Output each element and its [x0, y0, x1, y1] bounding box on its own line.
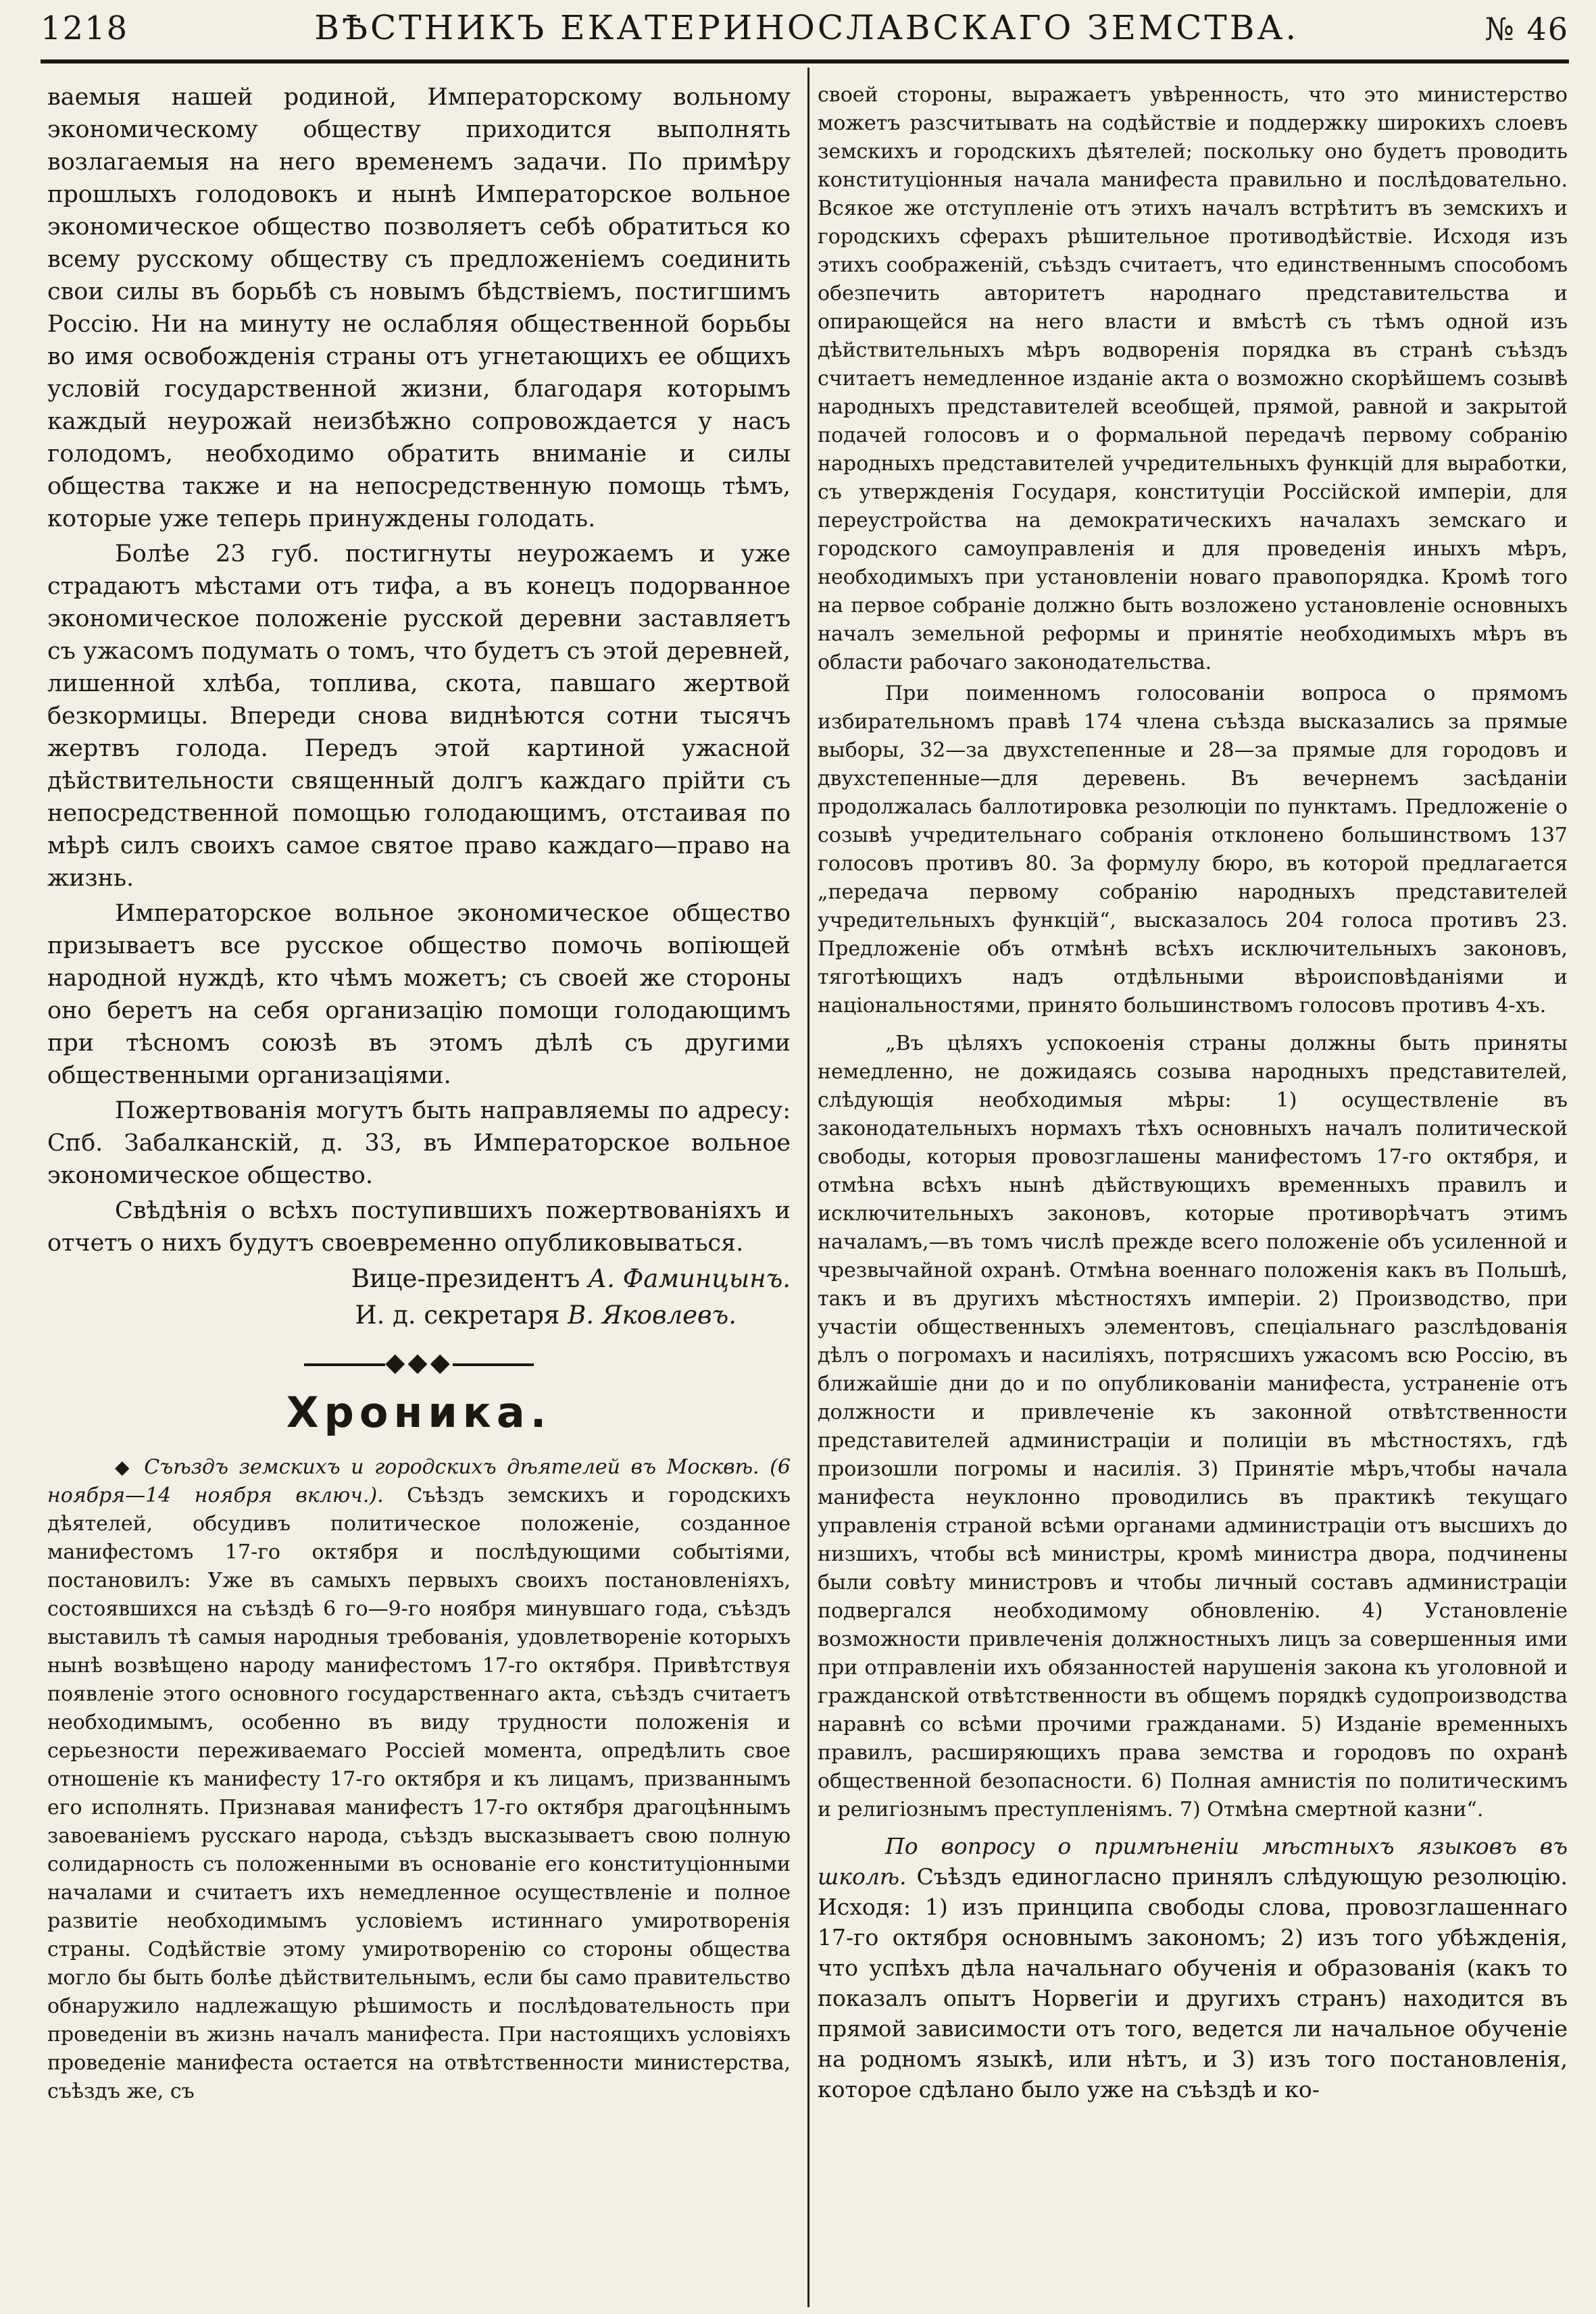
quoted-resolution: „Въ цѣляхъ успокоенiя страны должны быть приняты немедленно, не дожидаясь созыва народныхъ представителей, слѣдующiя необходимыя мѣры: 1) осуществленiе въ законодательныхъ нормахъ тѣхъ основныхъ началъ политической свободы, которыя провозглашены манифестомъ 17-го октября, и отмѣна всѣхъ нынѣ дѣйствующихъ временныхъ правилъ и исключительныхъ законовъ, которые противорѣчатъ этимъ началамъ,—въ томъ числѣ прежде всего положенiе объ усиленной и чрезвычайной охранѣ. Отмѣна военнаго положенiя какъ въ Польшѣ, такъ и въ другихъ мѣстностяхъ имперiи. 2) Производство, при участiи общественныхъ элементовъ, спецiальнаго разслѣдованiя дѣлъ о погромахъ и насилiяхъ, потрясшихъ ужасомъ всю Россiю, въ ближайшiе дни до и по опубликованiи манифеста, устраненiе отъ должности и привлеченiе къ законной отвѣтственности представителей администрацiи и полицiи въ мѣстностяхъ, гдѣ произошли погромы и насилiя. 3) Принятiе мѣръ,чтобы начала манифеста неуклонно проводились въ практикѣ текущаго управленiя страной всѣми органами администрацiи отъ высшихъ до низшихъ, чтобы всѣ министры, кромѣ министра двора, подчинены были совѣту министровъ и чтобы личный составъ администрацiи подвергался необходимому обновленiю. 4) Установленiе возможности привлеченiя должностныхъ лицъ за совершенныя ими при отправленiи ихъ обязанностей нарушенiя закона къ уголовной и гражданской отвѣтственности въ общемъ порядкѣ судопроизводства наравнѣ со всѣми прочими гражданами. 5) Изданiе временныхъ правилъ, расширяющихъ права земства и городовъ по охранѣ общественной безопасности. 6) Полная амнистiя по политическимъ и религiознымъ преступленiямъ. 7) Отмѣна смертной казни“.	[818, 1032, 1568, 1821]
signature-line	[47, 1262, 791, 1296]
page-number: 1218	[41, 9, 129, 47]
paragraph: Болѣе 23 губ. постигнуты неурожаемъ и уже страдаютъ мѣстами отъ тифа, а въ конецъ подорванное экономическое положенiе русской деревни заставляетъ съ ужасомъ подумать о томъ, что будетъ съ этой деревней, лишенной хлѣба, топлива, скота, павшаго жертвой безкормицы. Впереди снова виднѣются сотни тысячъ жертвъ голода. Передъ этой картиной ужасной дѣйствительности священный долгъ каждаго прiйти съ непосредственной помощью голодающимъ, отстаивая по мѣрѣ силъ своихъ самое святое право каждаго—право на жизнь.	[47, 540, 791, 892]
paragraph: Императорское вольное экономическое общество призываетъ все русское общество помочь вопiющей народной нуждѣ, кто чѣмъ можетъ; съ своей же стороны оно беретъ на себя организацiю помощи голодающимъ при тѣсномъ союзѣ въ этомъ дѣлѣ съ другими общественными организацiями.	[47, 900, 791, 1089]
paragraph	[818, 1831, 1568, 2105]
chronicle-heading: Съѣздъ земскихъ и городскихъ дѣятелей въ Москвѣ. (6 ноября—14 ноября включ.).	[47, 1455, 791, 1507]
right-column	[818, 81, 1568, 2300]
signature-line	[47, 1299, 791, 1332]
signature-role: Вице-президентъ	[351, 1264, 580, 1293]
signature-role: И. д. секретаря	[355, 1301, 560, 1330]
paragraph: своей стороны, выражаетъ увѣренность, что это министерство можетъ разсчитывать на содѣйствiе и поддержку широкихъ слоевъ земскихъ и городскихъ дѣятелей; поскольку оно будетъ проводить конституцiонныя начала манифеста правильно и послѣдовательно. Всякое же отступленiе отъ этихъ началъ встрѣтитъ въ земскихъ и городскихъ сферахъ рѣшительное противодѣйствiе. Исходя изъ этихъ соображенiй, съѣздъ считаетъ, что единственнымъ способомъ обезпечить авторитетъ народнаго представительства и опирающейся на него власти и вмѣстѣ съ тѣмъ одной изъ дѣйствительныхъ мѣръ водворенiя порядка въ странѣ съѣздъ считаетъ немедленное изданiе акта о возможно скорѣйшемъ созывѣ народныхъ представителей всеобщей, прямой, равной и закрытой подачей голосовъ и о формальной передачѣ первому собранiю народныхъ представителей учредительныхъ функцiй для выработки, съ утвержденiя Государя, конституцiи Россiйской имперiи, для переустройства на демократическихъ началахъ земскаго и городского самоуправленiя и для проведенiя иныхъ мѣръ, необходимыхъ при установленiи новаго правопорядка. Кромѣ того на первое собранiе должно быть возложено установленiе основныхъ началъ земельной реформы и принятiе необходимыхъ мѣръ въ области рабочаго законодательства.	[818, 83, 1568, 674]
subsection-heading: По вопросу о примѣненiи мѣстныхъ языковъ въ школѣ.	[818, 1833, 1568, 1890]
bullet-icon: ◆	[115, 1456, 134, 1478]
paragraph: ваемыя нашей родиной, Императорскому вольному экономическому обществу приходится выполнять возлагаемыя на него временемъ задачи. По примѣру прошлыхъ голодовокъ и нынѣ Императорское вольное экономическое общество позволяетъ себѣ обратиться ко всему русскому обществу съ предложенiемъ соединить свои силы въ борьбѣ съ новымъ бѣдствiемъ, постигшимъ Россiю. Ни на минуту не ослабляя общественной борьбы во имя освобожденiя страны отъ угнетающихъ ее общихъ условiй государственной жизни, благодаря которымъ каждый неурожай неизбѣжно сопровождается у насъ голодомъ, необходимо обратить вниманiе и силы общества также и на непосредственную помощь тѣмъ, которые уже теперь принуждены голодать.	[47, 84, 791, 532]
paragraph: Свѣдѣнiя о всѣхъ поступившихъ пожертвованiяхъ и отчетъ о нихъ будутъ своевременно опубликовываться.	[47, 1197, 791, 1257]
paragraph: Пожертвованiя могутъ быть направляемы по адресу: Спб. Забалканскiй, д. 33, въ Императорское вольное экономическое общество.	[47, 1097, 791, 1189]
signature-name: А. Фаминцынъ.	[588, 1264, 791, 1293]
journal-title: ВѢСТНИКЪ ЕКАТЕРИНОСЛАВСКАГО ЗЕМСТВА.	[314, 8, 1299, 47]
chronicle-paragraph	[47, 1453, 791, 2106]
signature-name: В. Яковлевъ.	[568, 1301, 737, 1330]
column-divider	[807, 68, 809, 2307]
header-rule	[41, 59, 1569, 64]
ornament-divider: ◆◆◆	[47, 1347, 791, 1377]
left-column	[47, 81, 791, 2300]
page-header	[41, 0, 1569, 47]
issue-number: № 46	[1485, 11, 1569, 47]
chronicle-text: Съѣздъ земскихъ и городскихъ дѣятелей, обсудивъ политическое положенiе, созданное манифестомъ 17-го октября и послѣдующими событiями, постановилъ: Уже въ самыхъ первыхъ своихъ постановленiяхъ, состоявшихся на съѣздѣ 6 го—9-го ноября минувшаго года, съѣздъ выставилъ тѣ самыя народныя требованiя, удовлетворенiе которыхъ нынѣ возвѣщено народу манифестомъ 17-го октября. Привѣтствуя появленiе этого основного государственнаго акта, съѣздъ считаетъ необходимымъ, особенно въ виду трудности положенiя и серьезности переживаемаго Россiей момента, опредѣлить свое отношенiе къ манифесту 17-го октября и къ лицамъ, призваннымъ его исполнять. Признавая манифестъ 17-го октября драгоцѣннымъ завоеванiемъ русскаго народа, съѣздъ высказываетъ свою полную солидарность съ положенными въ основанiе его конституцiонными началами и считаетъ ихъ немедленное осуществленiе и полное развитiе необходимымъ условiемъ истиннаго умиротворенiя страны. Содѣйствiе этому умиротворенiю со стороны общества могло бы быть болѣе дѣйствительнымъ, если бы само правительство обнаружило надлежащую рѣшимость и послѣдовательность при проведенiи въ жизнь началъ манифеста. При настоящихъ условiяхъ проведенiе манифеста остается на отвѣтственности министерства, съѣздъ же, съ	[47, 1484, 791, 2103]
paragraph-text: Съѣздъ единогласно принялъ слѣдующую резолюцiю. Исходя: 1) изъ принципа свободы слова, провозглашеннаго 17-го октября основнымъ закономъ; 2) изъ того убѣжденiя, что успѣхъ дѣла начальнаго обученiя и образованiя (какъ то показалъ опытъ Норвегiи и другихъ странъ) находится въ прямой зависимости отъ того, ведется ли начальное обученiе на родномъ языкѣ, или нѣтъ, и 3) изъ того постановленiя, которое сдѣлано было уже на съѣздѣ и ко-	[818, 1863, 1568, 2103]
paragraph: При поименномъ голосованiи вопроса о прямомъ избирательномъ правѣ 174 члена съѣзда высказались за прямые выборы, 32—за двухстепенные и 28—за прямые для городовъ и двухстепенные—для деревень. Въ вечернемъ засѣданiи продолжалась баллотировка резолюцiи по пунктамъ. Предложенiе о созывѣ учредительнаго собранiя отклонено большинствомъ 137 голосовъ противъ 80. За формулу бюро, въ которой предлагается „передача первому собранiю народныхъ представителей учредительныхъ функцiй“, высказалось 204 голоса противъ 23. Предложенiе объ отмѣнѣ всѣхъ исключительныхъ законовъ, тяготѣющихъ надъ отдѣльными вѣроисповѣданiями и нацiональностями, принято большинствомъ голосовъ противъ 4-хъ.	[818, 682, 1568, 1017]
section-title: Хроника.	[286, 1388, 552, 1437]
